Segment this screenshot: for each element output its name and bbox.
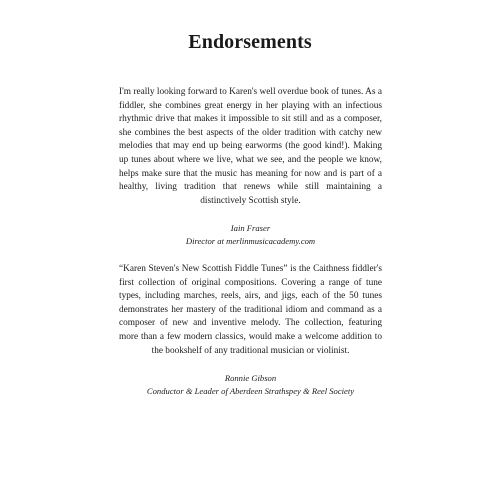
endorsement-block [119, 86, 382, 247]
endorsement-attribution [119, 222, 382, 247]
page-title: Endorsements [188, 31, 312, 53]
endorser-name: Iain Fraser [230, 223, 271, 234]
endorser-role: Director at merlinmusicacademy.com [185, 235, 316, 246]
endorsement-quote: I'm really looking forward to Karen's well overdue book of tunes. As a fiddler, she combines great energy in her playing with an infectious rhythmic drive that makes it impossible to sit still and as a composer, she combines the best aspects of the older tradition with catchy new melodies that may end up being earworms (the good kind!). Making up tunes about where we live, what we see, and the people we know, helps make sure that the music has meaning for now and is part of a healthy, living tradition that renews while still maintaining a distinctively Scottish style. [119, 87, 382, 206]
endorser-role: Conductor & Leader of Aberdeen Strathspey & Reel Society [146, 385, 355, 396]
endorsement-quote: “Karen Steven's New Scottish Fiddle Tunes” is the Caithness fiddler's first collection of original compositions. Covering a range of tune types, including marches, reels, airs, and jigs, each of the 50 tunes demonstrates her mastery of the traditional idiom and command as a composer of new and inventive melody. The collection, featuring more than a few modern classics, would make a welcome addition to the bookshelf of any traditional musician or violinist. [119, 264, 382, 356]
endorsement-block [119, 263, 382, 397]
endorsement-attribution [119, 372, 382, 397]
endorser-name: Ronnie Gibson [224, 373, 277, 384]
